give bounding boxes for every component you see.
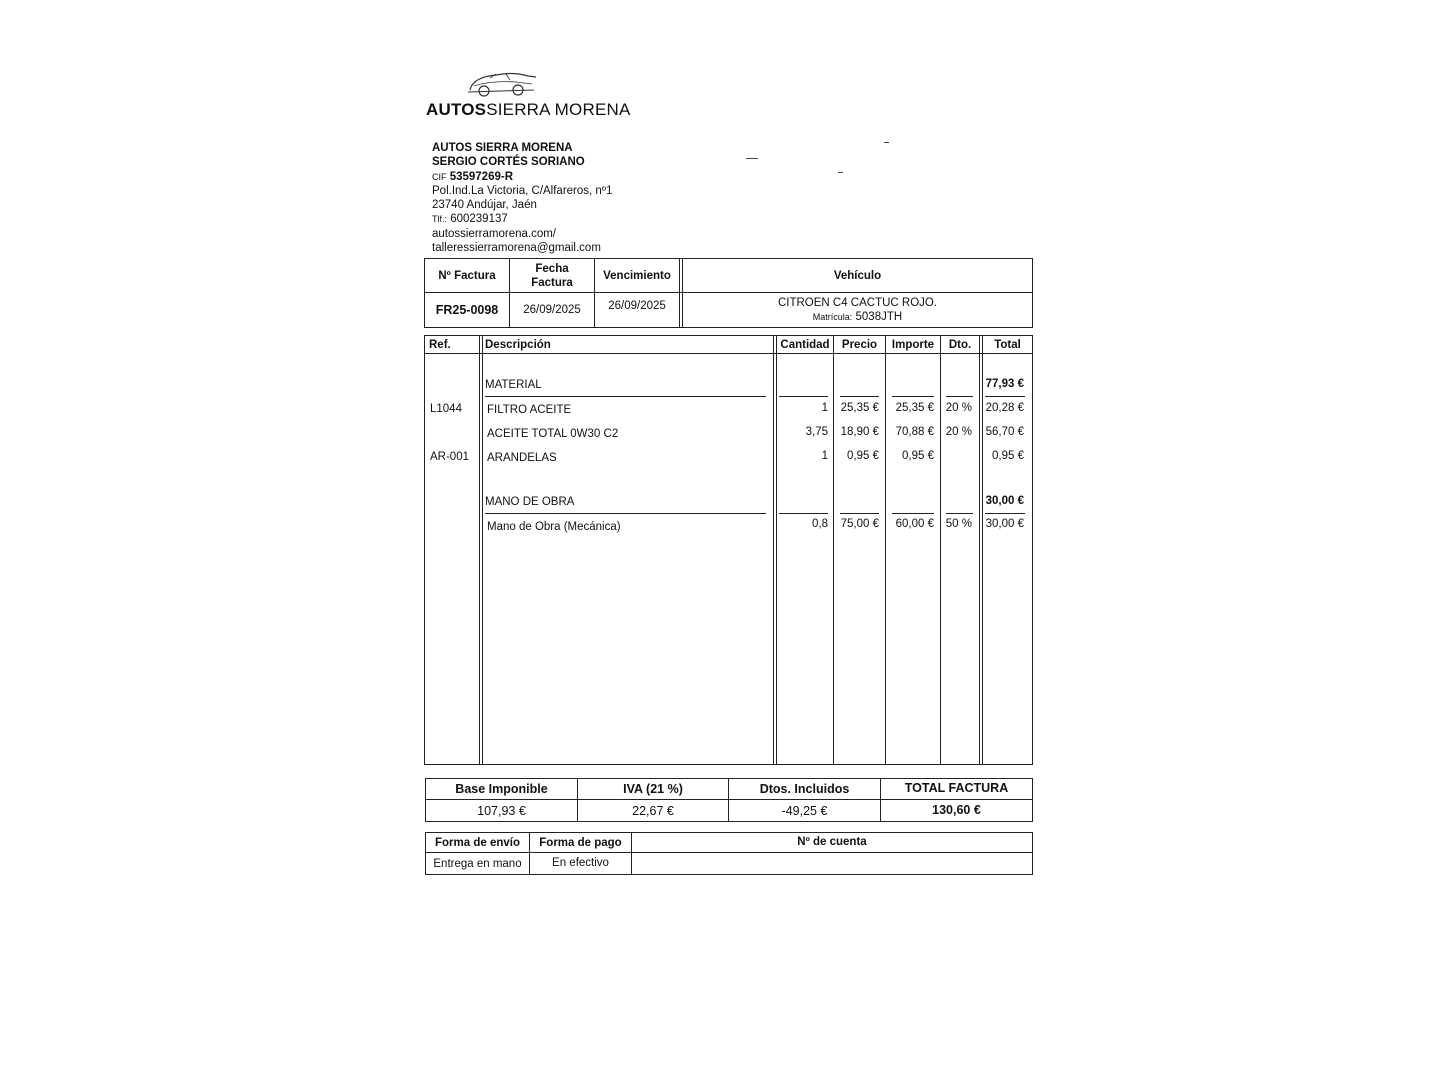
- vehicle-info: [683, 293, 1032, 327]
- item-total: 0,95 €: [992, 450, 1024, 462]
- item-quantity: 1: [821, 450, 828, 462]
- item-discount: 20 %: [945, 402, 972, 414]
- item-amount: 25,35 €: [895, 402, 934, 414]
- header-due-label: Vencimiento: [603, 269, 671, 282]
- company-address: Pol.Ind.La Victoria, C/Alfareros, nº1: [432, 184, 613, 197]
- scan-mark: [884, 142, 889, 143]
- item-amount: 0,95 €: [902, 450, 934, 462]
- account-value: [632, 853, 1032, 874]
- item-price: 0,95 €: [847, 450, 879, 462]
- company-info: [432, 141, 612, 255]
- item-quantity: 3,75: [805, 426, 828, 438]
- discounts-value: -49,25 €: [781, 803, 828, 818]
- item-price: 75,00 €: [840, 518, 879, 530]
- base-label: Base Imponible: [455, 782, 548, 796]
- item-amount: 70,88 €: [895, 426, 934, 438]
- item-total: 56,70 €: [985, 426, 1024, 438]
- iva-value: 22,67 €: [632, 803, 674, 818]
- shipping-label: Forma de envío: [435, 836, 520, 849]
- item-total: 30,00 €: [985, 518, 1024, 530]
- item-ref: AR-001: [430, 451, 469, 463]
- vehicle-description: CITROEN C4 CACTUC ROJO.: [777, 297, 938, 309]
- scan-mark: [746, 158, 758, 159]
- company-email: talleressierramorena@gmail.com: [432, 242, 601, 255]
- item-ref: L1044: [430, 403, 462, 415]
- header-invoice-number-label: Nº Factura: [438, 269, 496, 282]
- item-description: ACEITE TOTAL 0W30 C2: [487, 428, 619, 440]
- section-title-labor: MANO DE OBRA: [485, 496, 575, 508]
- invoice-number: FR25-0098: [435, 303, 499, 317]
- company-logo: [426, 68, 631, 122]
- account-label: Nº de cuenta: [797, 835, 867, 848]
- section-total-labor: 30,00 €: [985, 495, 1024, 507]
- section-title-material: MATERIAL: [485, 379, 542, 391]
- invoice-date: 26/09/2025: [523, 304, 581, 316]
- company-phone: Tlf.: 600239137: [432, 213, 508, 226]
- column-ref: Ref.: [429, 338, 451, 351]
- item-total: 20,28 €: [985, 402, 1024, 414]
- column-quantity: Cantidad: [780, 338, 830, 351]
- item-discount: 50 %: [945, 518, 972, 530]
- scan-mark: [838, 172, 843, 173]
- section-total-material: 77,93 €: [985, 378, 1024, 390]
- company-name: AUTOS SIERRA MORENA: [432, 142, 573, 154]
- item-price: 25,35 €: [840, 402, 879, 414]
- line-items-table: [424, 335, 1033, 765]
- payment-method-label: Forma de pago: [539, 836, 622, 849]
- item-quantity: 0,8: [812, 518, 828, 530]
- item-amount: 60,00 €: [895, 518, 934, 530]
- total-label: TOTAL FACTURA: [904, 781, 1009, 795]
- company-owner: SERGIO CORTÉS SORIANO: [432, 156, 585, 169]
- shipping-value: Entrega en mano: [433, 857, 522, 870]
- iva-label: IVA (21 %): [623, 782, 683, 796]
- payment-method-value: En efectivo: [552, 857, 609, 869]
- column-amount: Importe: [891, 338, 935, 351]
- item-description: ARANDELAS: [487, 452, 557, 464]
- column-price: Precio: [841, 338, 878, 351]
- item-price: 18,90 €: [840, 426, 879, 438]
- logo-text: AUTOSSIERRA MORENA: [426, 100, 631, 119]
- vehicle-plate: Matrícula: 5038JTH: [812, 311, 903, 323]
- header-vehicle-label: Vehículo: [833, 269, 882, 282]
- invoice-due-date: 26/09/2025: [608, 300, 666, 312]
- item-discount: 20 %: [945, 426, 972, 438]
- base-value: 107,93 €: [477, 803, 526, 818]
- item-description: Mano de Obra (Mecánica): [487, 521, 621, 533]
- company-cif: CIF 53597269-R: [432, 170, 514, 183]
- discounts-label: Dtos. Incluidos: [759, 782, 850, 796]
- car-logo-icon: [466, 68, 538, 98]
- column-discount: Dto.: [948, 338, 972, 351]
- company-city: 23740 Andújar, Jaén: [432, 199, 537, 212]
- column-description: Descripción: [485, 338, 551, 351]
- company-web: autossierramorena.com/: [432, 227, 556, 240]
- total-value: 130,60 €: [932, 802, 981, 817]
- column-total: Total: [994, 338, 1021, 351]
- item-description: FILTRO ACEITE: [487, 404, 572, 416]
- item-quantity: 1: [821, 402, 828, 414]
- header-invoice-date-label: Fecha Factura: [531, 262, 573, 289]
